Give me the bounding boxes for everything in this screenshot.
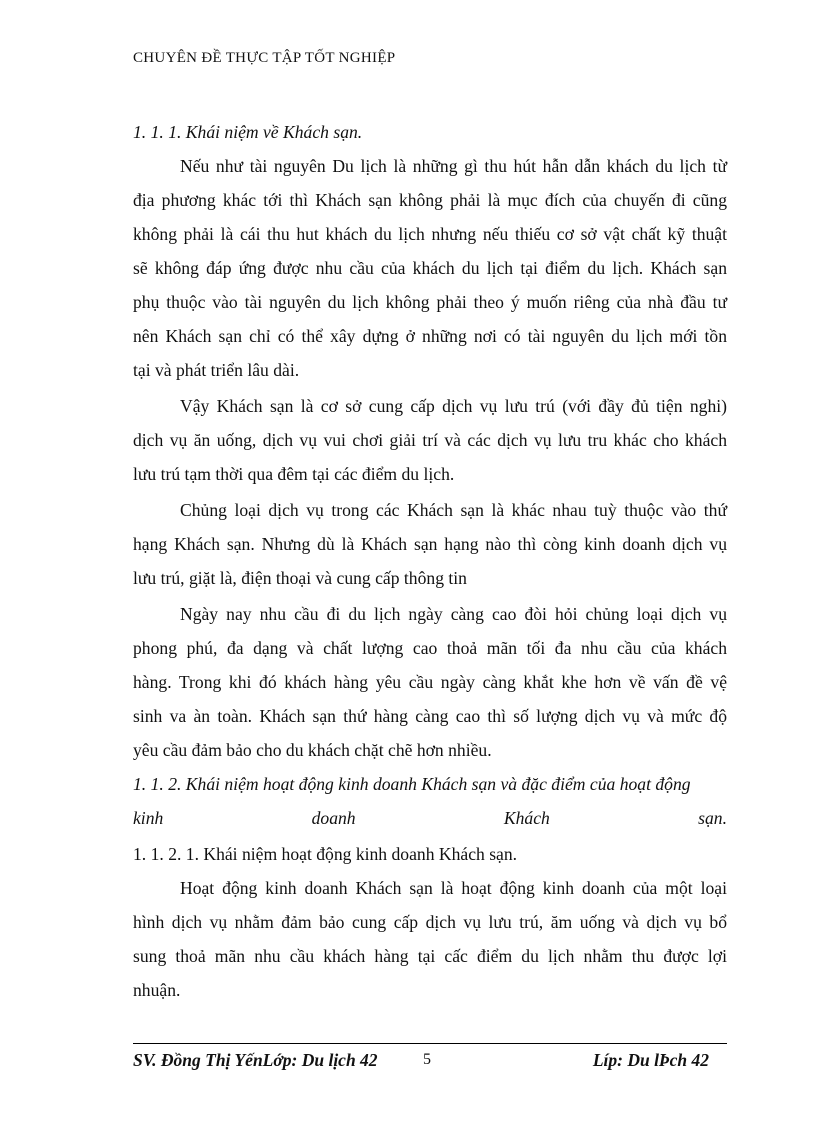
heading-1-1-2-continued: kinh doanh Khách sạn. xyxy=(133,808,727,828)
paragraph-line: Hoạt động kinh doanh Khách sạn là hoạt động kinh doanh của một loại xyxy=(180,878,727,898)
paragraph-line: sẽ không đáp ứng được nhu cầu của khách du lịch tại điểm du lịch. Khách sạn xyxy=(133,258,727,278)
paragraph-line: nên Khách sạn chỉ có thể xây dựng ở những nơi có tài nguyên du lịch mới tồn xyxy=(133,326,727,346)
paragraph-line: địa phương khác tới thì Khách sạn không phải là mục đích của chuyến đi cũng xyxy=(133,190,727,210)
paragraph-line: Chủng loại dịch vụ trong các Khách sạn là khác nhau tuỳ thuộc vào thứ xyxy=(180,500,727,520)
footer-author: SV. Đồng Thị YếnLớp: Du lịch 42 xyxy=(133,1050,378,1070)
paragraph-line: phụ thuộc vào tài nguyên du lịch không phải theo ý muốn riêng của nhà đầu tư xyxy=(133,292,727,312)
paragraph-line: tại và phát triển lâu dài. xyxy=(133,360,300,380)
page-number: 5 xyxy=(423,1051,431,1068)
paragraph-line: hình dịch vụ nhằm đảm bảo cung cấp dịch vụ lưu trú, ăm uống và dịch vụ bổ xyxy=(133,912,727,932)
footer-divider xyxy=(133,1043,727,1044)
heading-1-1-1: 1. 1. 1. Khái niệm về Khách sạn. xyxy=(133,122,363,142)
heading-1-1-2-1: 1. 1. 2. 1. Khái niệm hoạt động kinh doanh Khách sạn. xyxy=(133,844,518,864)
footer-class: Líp: Du lÞch 42 xyxy=(592,1050,709,1070)
paragraph-line: lưu trú, giặt là, điện thoại và cung cấp thông tin xyxy=(133,568,467,588)
heading-1-1-2: 1. 1. 2. Khái niệm hoạt động kinh doanh Khách sạn và đặc điểm của hoạt động xyxy=(133,774,691,794)
document-header: CHUYÊN ĐỀ THỰC TẬP TỐT NGHIỆP xyxy=(133,50,396,66)
paragraph-line: lưu trú tạm thời qua đêm tại các điểm du lịch. xyxy=(133,464,455,484)
paragraph-line: sung thoả mãn nhu cầu khách hàng tại cấc điểm du lịch nhằm thu được lợi xyxy=(133,946,727,966)
paragraph-line: Nếu như tài nguyên Du lịch là những gì thu hút hẫn dẫn khách du lịch từ xyxy=(180,156,727,176)
paragraph-line: hàng. Trong khi đó khách hàng yêu cầu ngày càng khắt khe hơn về vấn đề vệ xyxy=(133,672,727,692)
paragraph-line: dịch vụ ăn uống, dịch vụ vui chơi giải trí và các dịch vụ lưu tru khác cho khách xyxy=(133,430,727,450)
paragraph-line: nhuận. xyxy=(133,980,181,1000)
paragraph-line: yêu cầu đảm bảo cho du khách chặt chẽ hơn nhiều. xyxy=(133,740,492,760)
paragraph-line: phong phú, đa dạng và chất lượng cao thoả mãn tối đa nhu cầu của khách xyxy=(133,638,727,658)
paragraph-line: sinh va àn toàn. Khách sạn thứ hàng càng cao thì số lượng dịch vụ và mức độ xyxy=(133,706,727,726)
paragraph-line: Vậy Khách sạn là cơ sở cung cấp dịch vụ lưu trú (với đầy đủ tiện nghi) xyxy=(180,396,727,416)
paragraph-line: không phải là cái thu hut khách du lịch nhưng nếu thiếu cơ sở vật chất kỹ thuật xyxy=(133,224,727,244)
paragraph-line: hạng Khách sạn. Nhưng dù là Khách sạn hạng nào thì còng kinh doanh dịch vụ xyxy=(133,534,727,554)
paragraph-line: Ngày nay nhu cầu đi du lịch ngày càng cao đòi hỏi chủng loại dịch vụ xyxy=(180,604,727,624)
